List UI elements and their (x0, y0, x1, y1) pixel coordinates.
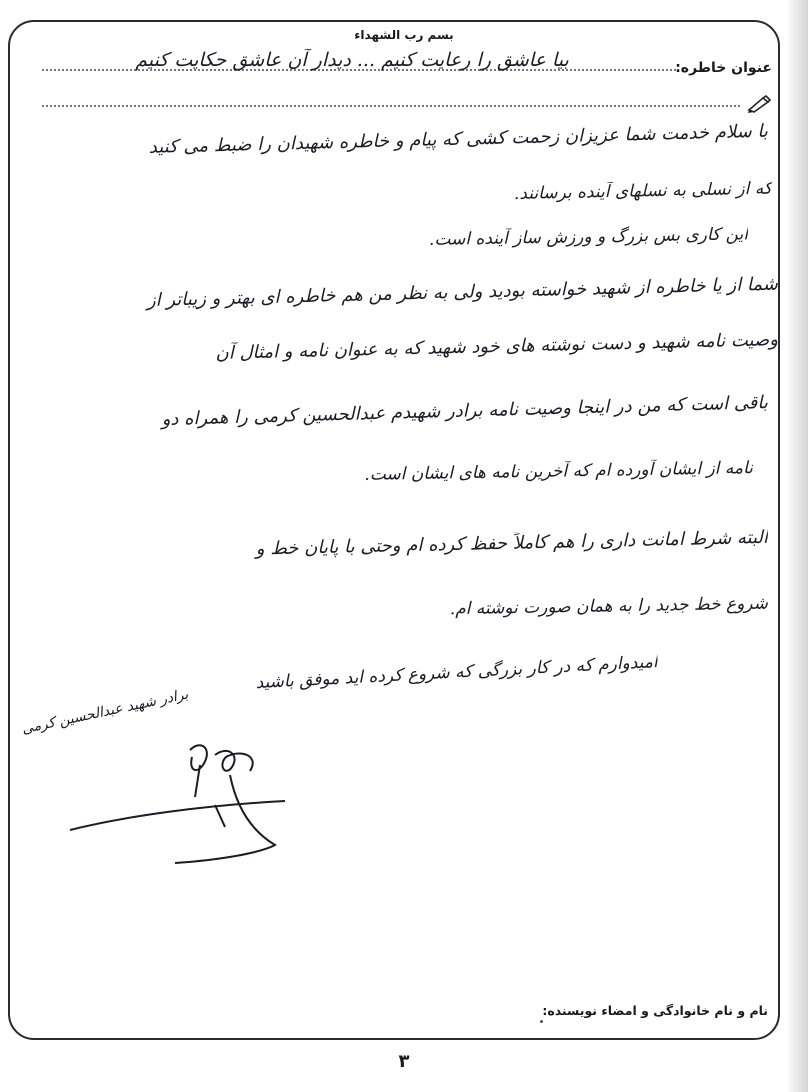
handwritten-margin-note: برادر شهید عبدالحسین کرمی (20, 686, 190, 738)
memory-body-start-line (42, 95, 772, 115)
handwritten-signature (60, 735, 290, 875)
memory-title-label: عنوان خاطره: (675, 60, 772, 76)
memory-title-value: بیا عاشق را رعایت کنیم ... دیدار آن عاشق حکایت کنیم (135, 49, 569, 71)
page-header-basmala: بسم رب الشهداء (354, 28, 454, 42)
page-number: ۳ (398, 1051, 410, 1072)
memory-title-field (42, 49, 772, 89)
handwritten-line-8: البته شرط امانت داری را هم کاملاً حفظ کرده ام وحتی با پایان خط و (255, 526, 769, 560)
handwritten-line-1: با سلام خدمت شما عزیزان زحمت کشی که پیام و خاطره شهیدان را ضبط می کنید (148, 120, 769, 158)
handwritten-line-7: نامه از ایشان آورده ام که آخرین نامه های ایشان است. (364, 458, 754, 485)
pen-icon (746, 95, 772, 113)
handwritten-line-4: شما از یا خاطره از شهید خواسته بودید ولی به نظر من هم خاطره ای بهتر و زیباتر از (146, 273, 779, 312)
page-edge-shadow (786, 0, 808, 1092)
handwritten-line-2: که از نسلی به نسلهای آینده برسانند. (513, 178, 773, 205)
handwritten-line-3: این کاری بس بزرگ و ورزش ساز آینده است. (428, 224, 749, 250)
handwritten-line-10: امیدوارم که در کار بزرگی که شروع کرده اید موفق باشید (255, 652, 659, 694)
handwritten-line-5: وصیت نامه شهید و دست نوشته های خود شهید که به عنوان نامه و امثال آن (215, 329, 779, 364)
body-dotted-line (42, 105, 740, 107)
handwritten-line-9: شروع خط جدید را به همان صورت نوشته ام. (449, 593, 769, 620)
author-signature-label: نام و نام خانوادگی و امضاء نویسنده: (542, 1003, 768, 1018)
ink-speck (540, 1020, 543, 1023)
handwritten-line-6: باقی است که من در اینجا وصیت نامه برادر شهیدم عبدالحسین کرمی را همراه دو (161, 392, 769, 430)
